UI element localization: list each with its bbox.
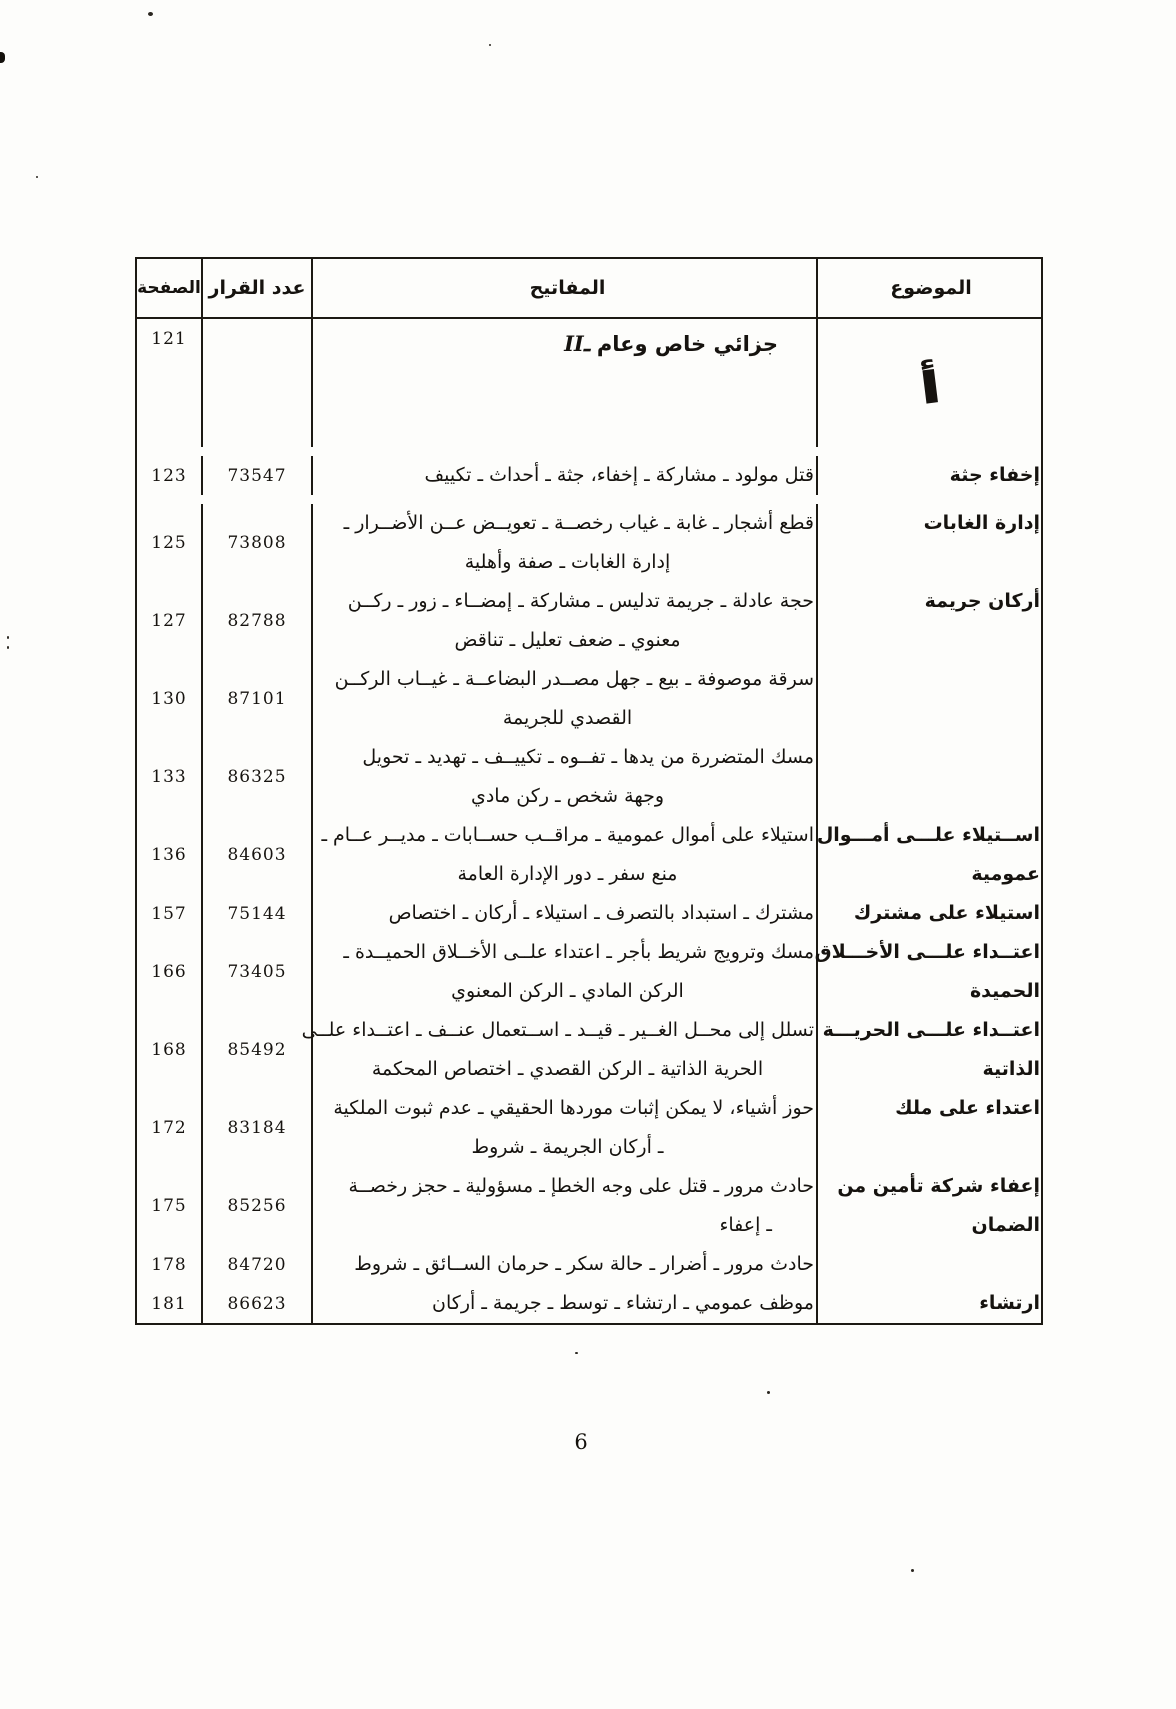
page-number: 136 [151, 845, 187, 865]
scan-speck [7, 646, 9, 649]
page-cell [137, 894, 201, 933]
table-row [137, 447, 1041, 504]
subject-text: أركان جريمة [924, 590, 1040, 612]
index-table [135, 257, 1043, 1325]
page-number: 133 [151, 767, 187, 787]
subject-text-2: الحميدة [969, 980, 1040, 1002]
page-number: 130 [151, 689, 187, 709]
decision-cell [201, 738, 311, 816]
decision-number: 73405 [227, 962, 287, 982]
page-number: 175 [151, 1196, 187, 1216]
keys-text-2: الحرية الذاتية ـ الركن القصدي ـ اختصاص المحكمة [371, 1058, 764, 1080]
decision-number: 73547 [227, 465, 287, 486]
keys-text-2: القصدي للجريمة [502, 707, 633, 729]
section-page-cell [137, 319, 201, 447]
keys-text-2: منع سفر ـ دور الإدارة العامة [457, 863, 678, 885]
keys-text: حوز أشياء، لا يمكن إثبات موردها الحقيقي ـ عدم ثبوت الملكية [333, 1097, 814, 1119]
keys-text: سرقة موصوفة ـ بيع ـ جهل مصــدر البضاعــة ـ غيــاب الركــن [334, 668, 814, 690]
decision-number: 84603 [227, 845, 287, 865]
header-page-label: الصفحة [137, 278, 201, 298]
scan-speck [575, 1352, 578, 1354]
decision-cell [201, 582, 311, 660]
subject-cell [816, 1089, 1041, 1167]
subject-text-2: عمومية [971, 863, 1040, 885]
page-cell [137, 738, 201, 816]
subject-cell [816, 456, 1041, 495]
header-subject [816, 259, 1041, 317]
decision-cell [201, 504, 311, 582]
subject-text: اعتــداء علـــى الأخـــلاق [814, 941, 1040, 963]
header-decision-label: عدد القرار [208, 277, 306, 299]
decision-cell [201, 1284, 311, 1323]
keys-text-2: إدارة الغابات ـ صفة وأهلية [464, 551, 671, 573]
subject-text: اعتــداء علـــى الحريـــة [822, 1019, 1040, 1041]
subject-text: إعفاء شركة تأمين من [837, 1175, 1040, 1197]
section-row [137, 319, 1041, 447]
keys-text: تسلل إلى محــل الغــير ـ قيــد ـ اســتعمال عنــف ـ اعتــداء علــى [301, 1019, 814, 1041]
subject-cell [816, 1245, 1041, 1284]
page-number: 125 [151, 533, 187, 553]
keys-text: مشترك ـ استبداد بالتصرف ـ استيلاء ـ أركان ـ اختصاص [388, 902, 814, 924]
table-header-row [137, 259, 1041, 319]
decision-number: 86623 [227, 1293, 287, 1314]
subject-cell [816, 738, 1041, 816]
section-page-number: 121 [151, 329, 187, 349]
subject-text: اســتيلاء علـــى أمـــوال [816, 824, 1040, 846]
section-title-text: جزائي خاص وعام [596, 332, 778, 356]
decision-number: 85256 [227, 1196, 287, 1216]
keys-text: مسك وترويج شريط بأجر ـ اعتداء علــى الأخــلاق الحميــدة ـ [343, 941, 814, 963]
subject-text: ارتشاء [979, 1292, 1040, 1314]
header-subject-label: الموضوع [890, 277, 972, 299]
table-row [137, 660, 1041, 738]
keys-text: استيلاء على أموال عمومية ـ مراقــب حســابات ـ مديــر عــام ـ [321, 824, 814, 846]
subject-cell [816, 894, 1041, 933]
subject-text: إخفاء جثة [949, 464, 1040, 486]
decision-cell [201, 1011, 311, 1089]
scan-speck [7, 636, 9, 639]
keys-text: حجة عادلة ـ جريمة تدليس ـ مشاركة ـ إمضــاء ـ زور ـ ركــن [347, 590, 814, 612]
subject-text: اعتداء على ملك [895, 1097, 1040, 1119]
keys-text: موظف عمومي ـ ارتشاء ـ توسط ـ جريمة ـ أركان [432, 1292, 814, 1314]
subject-text: إدارة الغابات [923, 512, 1040, 534]
section-decision-cell [201, 319, 311, 447]
footer-page-number: 6 [574, 1430, 588, 1454]
keys-cell [311, 1089, 816, 1167]
subject-cell [816, 1011, 1041, 1089]
page-cell [137, 1245, 201, 1284]
keys-cell [311, 933, 816, 1011]
table-row [137, 1089, 1041, 1167]
subject-cell [816, 933, 1041, 1011]
page-cell [137, 456, 201, 495]
scan-speck [36, 176, 38, 178]
subject-text-2: الذاتية [982, 1058, 1040, 1080]
keys-cell [311, 1245, 816, 1284]
page-cell [137, 1089, 201, 1167]
subject-cell [816, 582, 1041, 660]
decision-cell [201, 816, 311, 894]
subject-text-2: الضمان [971, 1214, 1040, 1236]
decision-cell [201, 660, 311, 738]
decision-number: 87101 [227, 689, 287, 709]
table-row [137, 738, 1041, 816]
decision-number: 85492 [227, 1040, 287, 1060]
subject-cell [816, 504, 1041, 582]
section-title [321, 329, 814, 359]
table-row [137, 504, 1041, 582]
table-row [137, 1245, 1041, 1284]
section-letter-wrap [822, 319, 1040, 416]
keys-cell [311, 738, 816, 816]
decision-cell [201, 933, 311, 1011]
keys-cell [311, 816, 816, 894]
table-row [137, 816, 1041, 894]
scan-speck [767, 1391, 770, 1394]
keys-text: حادث مرور ـ أضرار ـ حالة سكر ـ حرمان الســائق ـ شروط [354, 1253, 814, 1275]
header-keys-label: المفاتيح [529, 277, 606, 299]
keys-text-2: ـ أركان الجريمة ـ شروط [471, 1136, 664, 1158]
keys-cell [311, 894, 816, 933]
page-number: 157 [151, 903, 187, 924]
table-row [137, 1284, 1041, 1323]
keys-text-2: الركن المادي ـ الركن المعنوي [451, 980, 684, 1002]
decision-cell [201, 1245, 311, 1284]
section-numeral: IIـ [564, 331, 590, 356]
scan-speck [148, 12, 153, 16]
keys-text-2: معنوي ـ ضعف تعليل ـ تناقض [454, 629, 681, 651]
keys-cell [311, 1167, 816, 1245]
keys-text: قطع أشجار ـ غابة ـ غياب رخصــة ـ تعويــض عــن الأضــرار ـ [343, 512, 814, 534]
keys-cell [311, 660, 816, 738]
page-cell [137, 582, 201, 660]
page-cell [137, 1167, 201, 1245]
decision-cell [201, 894, 311, 933]
page-number: 172 [151, 1118, 187, 1138]
decision-number: 83184 [227, 1118, 287, 1138]
page-number: 166 [151, 962, 187, 982]
decision-cell [201, 1167, 311, 1245]
keys-cell [311, 582, 816, 660]
table-row [137, 582, 1041, 660]
table-row [137, 1167, 1041, 1245]
keys-cell [301, 1011, 816, 1089]
decision-number: 86325 [227, 767, 287, 787]
subject-cell [816, 660, 1041, 738]
table-row [137, 933, 1041, 1011]
section-letter-cell [816, 319, 1041, 447]
keys-text: مسك المتضررة من يدها ـ تفــوه ـ تكييــف ـ تهديد ـ تحويل [362, 746, 814, 768]
page-cell [137, 660, 201, 738]
header-keys [311, 259, 816, 317]
page-cell [137, 1011, 201, 1089]
table-row [137, 894, 1041, 933]
decision-cell [201, 1089, 311, 1167]
keys-cell [311, 1284, 816, 1323]
page-cell [137, 504, 201, 582]
decision-cell [201, 456, 311, 495]
keys-text: حادث مرور ـ قتل على وجه الخطإ ـ مسؤولية ـ حجز رخصــة [348, 1175, 814, 1197]
scan-speck [911, 1569, 914, 1572]
page-number: 127 [151, 611, 187, 631]
page-number: 168 [151, 1040, 187, 1060]
keys-text-2: وجهة شخص ـ ركن مادي [470, 785, 665, 807]
page-number: 123 [151, 465, 187, 486]
scan-edge-blob [0, 52, 5, 63]
keys-cell [311, 504, 816, 582]
decision-number: 73808 [227, 533, 287, 553]
subject-cell [816, 816, 1041, 894]
keys-text-2: ـ إعفاء [719, 1214, 772, 1236]
scan-speck [489, 44, 491, 46]
section-title-cell [311, 319, 816, 447]
page-cell [137, 933, 201, 1011]
header-page [137, 259, 201, 317]
table-row [137, 1011, 1041, 1089]
section-letter-alif: أ [916, 361, 946, 416]
keys-text: قتل مولود ـ مشاركة ـ إخفاء، جثة ـ أحداث ـ تكييف [424, 464, 814, 486]
page-cell [137, 816, 201, 894]
page-number: 178 [151, 1254, 187, 1275]
subject-cell [816, 1167, 1041, 1245]
page-cell [137, 1284, 201, 1323]
decision-number: 84720 [227, 1254, 287, 1275]
page-number: 181 [151, 1293, 187, 1314]
decision-number: 82788 [227, 611, 287, 631]
subject-text: استيلاء على مشترك [853, 902, 1040, 924]
keys-cell [311, 456, 816, 495]
header-decision-number [201, 259, 311, 317]
subject-cell [816, 1284, 1041, 1323]
decision-number: 75144 [227, 903, 287, 924]
